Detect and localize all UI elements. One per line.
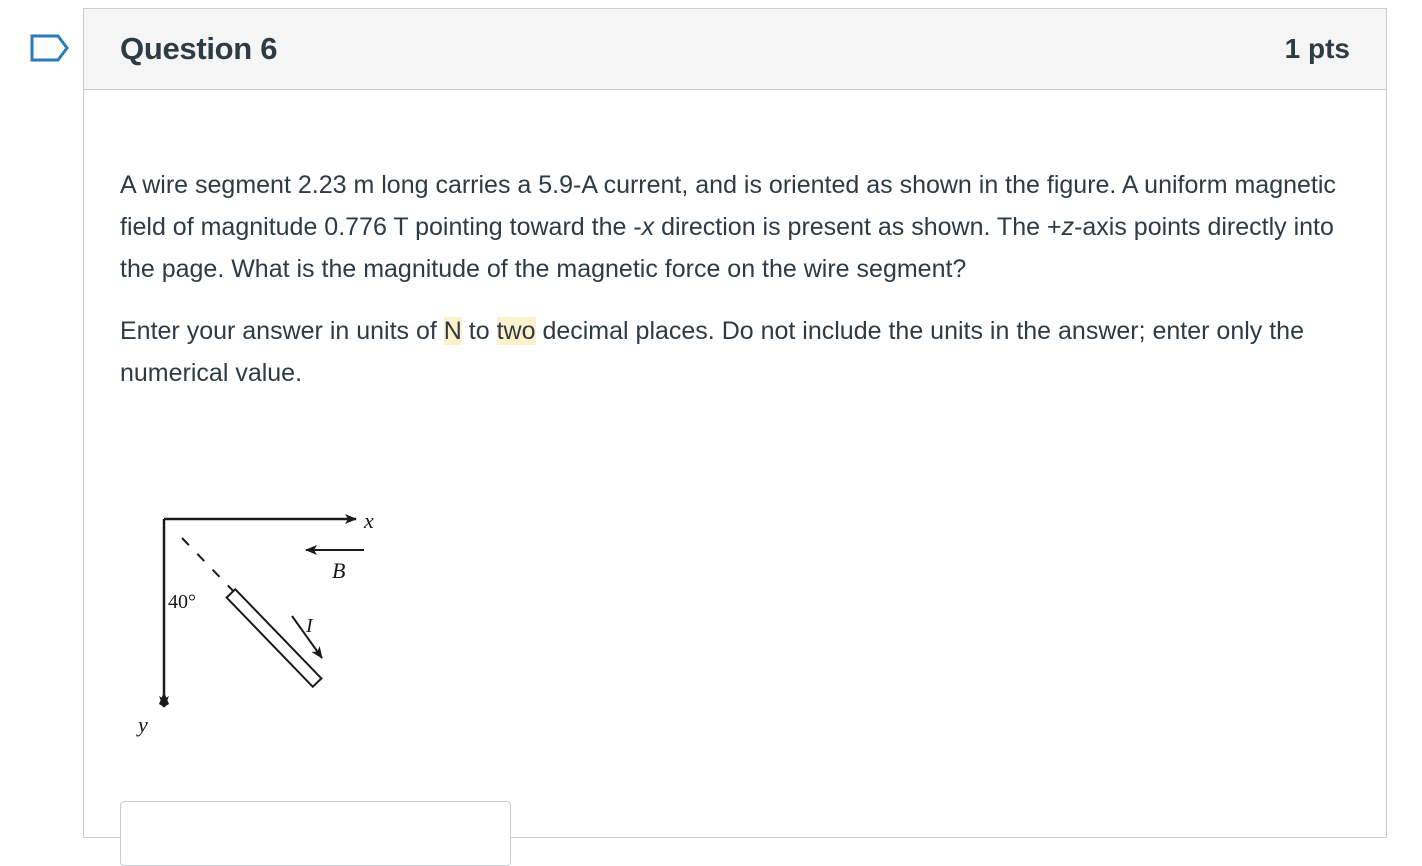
question-title: Question 6 — [120, 31, 278, 66]
question-card — [83, 8, 1387, 838]
highlighted-decimals: two — [496, 317, 536, 345]
current-label: I — [306, 615, 313, 637]
wire-diagram — [138, 424, 406, 737]
question-text: A wire segment 2.23 m long carries a 5.9-A current, and is oriented as shown in the figure. A uniform magnetic field of magnitude 0.776 T pointing toward the -x direction is present as shown. The +z-axis points directly into the page. What is the magnitude of the magnetic force on the wire segment? — [120, 171, 1336, 283]
angle-reference-dashed — [182, 538, 238, 596]
question-instructions: Enter your answer in units of N to two decimal places. Do not include the units in the answer; enter only the numerical value. — [120, 317, 1304, 387]
flag-question-icon[interactable] — [30, 33, 70, 63]
answer-input[interactable] — [120, 801, 511, 866]
field-label: B — [332, 558, 346, 583]
highlighted-unit: N — [443, 317, 462, 345]
question-points: 1 pts — [1284, 33, 1350, 64]
angle-label: 40° — [168, 591, 196, 613]
y-axis-label: y — [138, 712, 148, 737]
x-axis-label: x — [364, 508, 374, 533]
question-header — [84, 9, 1386, 90]
